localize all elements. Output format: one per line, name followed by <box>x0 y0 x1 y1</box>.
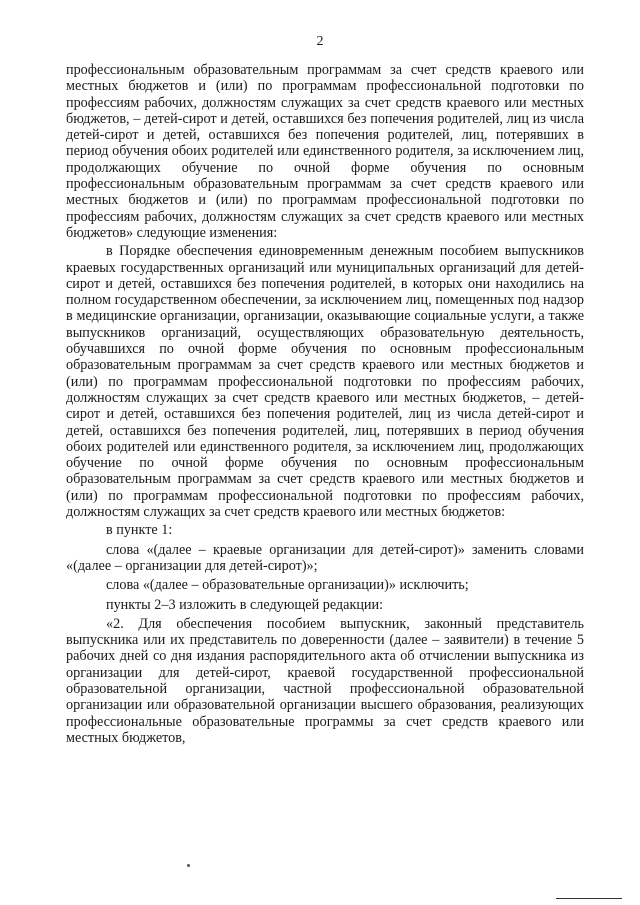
footer-rule <box>556 898 622 899</box>
paragraph-continuation: профессиональным образовательным программам за счет средств краевого или местных бюджетов и (или) по программам профессиональной подготовки по профессиям рабочих, должностям служащих за счет средств краевого или местных бюджетов, – детей-сирот и детей, оставшихся без попечения родителей, лиц из числа детей-сирот и детей, оставшихся без попечения родителей, лиц, потерявших в период обучения обоих родителей или единственного родителя, за исключением лиц, продолжающих обучение по очной форме обучения по основным профессиональным образовательным программам за счет средств краевого или местных бюджетов и (или) по программам профессиональной подготовки по профессиям рабочих, должностям служащих за счет средств краевого или местных бюджетов» следующие изменения: <box>66 62 584 241</box>
paragraph-items-2-3: пункты 2–3 изложить в следующей редакции: <box>106 596 384 613</box>
paragraph-replace-words: слова «(далее – краевые организации для детей-сирот)» заменить словами «(далее – организации для детей-сирот)»; <box>66 541 584 574</box>
paragraph-item-1: в пункте 1: <box>106 522 173 539</box>
paragraph-procedure-amendment: в Порядке обеспечения единовременным денежным пособием выпускников краевых государственных организаций или муниципальных организаций для детей-сирот и детей, оставшихся без попечения родителей, в которых они находились на полном государственном обеспечении, за исключением лиц, помещенных под надзор в медицинские организации, организации, оказывающие социальные услуги, а также выпускников организаций, осуществляющих образовательную деятельность, обучавшихся по очной форме обучения по основным профессиональным образовательным программам за счет средств краевого или местных бюджетов и (или) по программам профессиональной подготовки по профессиям рабочих, должностям служащих за счет средств краевого или местных бюджетов, – детей-сирот и детей, оставшихся без попечения родителей, лиц из числа детей-сирот и детей, оставшихся без попечения родителей, лиц, потерявших в период обучения обоих родителей или единственного родителя, за исключением лиц, продолжающих обучение по очной форме обучения по основным профессиональным образовательным программам за счет средств краевого или местных бюджетов и (или) по программам профессиональной подготовки по профессиям рабочих, должностям служащих за счет средств краевого или местных бюджетов: <box>66 243 584 521</box>
footer-mark <box>187 864 190 867</box>
paragraph-item-2-text: «2. Для обеспечения пособием выпускник, законный представитель выпускника или их представитель по доверенности (далее – заявители) в течение 5 рабочих дней со дня издания распорядительного акта об отчислении выпускника из организации для детей-сирот, краевой государственной профессиональной образовательной организации, частной профессиональной образовательной организации или образовательной организации высшего образования, реализующих профессиональные образовательные программы за счет средств краевого или местных бюджетов, <box>66 615 584 746</box>
page-number: 2 <box>316 34 324 49</box>
document-body <box>66 62 584 746</box>
paragraph-exclude-words: слова «(далее – образовательные организации)» исключить; <box>106 577 469 594</box>
